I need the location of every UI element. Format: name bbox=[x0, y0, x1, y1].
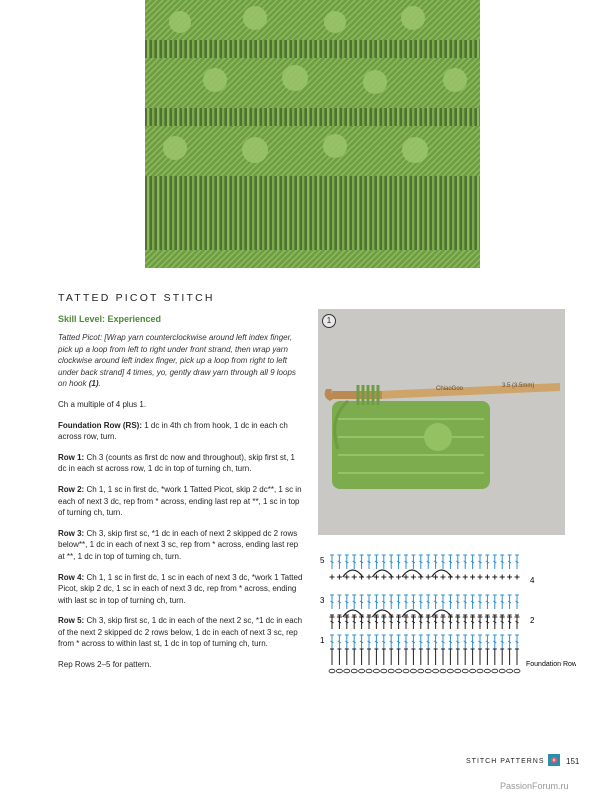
pattern-title: TATTED PICOT STITCH bbox=[58, 292, 215, 304]
row-label: Foundation Row (RS): bbox=[58, 420, 142, 430]
chain-stitch-symbol bbox=[499, 669, 505, 673]
repeat-instruction: Rep Rows 2–5 for pattern. bbox=[58, 660, 152, 670]
tatted-picot-symbol bbox=[432, 570, 452, 577]
chain-stitch-symbol bbox=[447, 669, 453, 673]
swatch-photo bbox=[145, 0, 480, 268]
step-photo-image bbox=[318, 309, 565, 535]
row-instruction bbox=[58, 615, 303, 650]
row-text: Ch 3 (counts as first dc now and throughout), skip first st, 1 dc in each st across row, 1 dc in top of turning ch, turn. bbox=[58, 452, 295, 474]
chain-stitch-symbol bbox=[344, 669, 350, 673]
chain-stitch-symbol bbox=[359, 669, 365, 673]
tatted-picot-symbol bbox=[372, 570, 392, 577]
tatted-picot-symbol bbox=[372, 610, 392, 617]
chain-stitch-symbol bbox=[470, 669, 476, 673]
row-label: Row 5: bbox=[58, 616, 85, 626]
chain-stitch-symbol bbox=[507, 669, 513, 673]
chain-stitch-symbol bbox=[396, 669, 402, 673]
instructions-column bbox=[58, 292, 303, 680]
row-instruction bbox=[58, 420, 303, 443]
flower-icon bbox=[548, 754, 560, 766]
row-text: Ch 3, skip first sc, *1 dc in each of next 2 skipped dc 2 rows below**, 1 dc in each of next 3 sc, rep from * across, ending last rep at **, 1 dc in top of turning ch, turn. bbox=[58, 528, 299, 561]
chain-stitch-symbol bbox=[484, 669, 490, 673]
tatted-picot-symbol bbox=[402, 570, 422, 577]
row-text: Ch 3, skip first sc, 1 dc in each of the next 2 sc, *1 dc in each of the next 2 skipped dc 2 rows below, 1 dc in each of next 3 sc, rep from * across to within last st, 1 dc in top of turning ch, turn. bbox=[58, 616, 303, 649]
chain-stitch-symbol bbox=[492, 669, 498, 673]
swatch-image bbox=[145, 0, 480, 268]
row-label: Row 4: bbox=[58, 572, 85, 582]
chain-stitch-symbol bbox=[373, 669, 379, 673]
skill-level: Skill Level: Experienced bbox=[58, 314, 162, 324]
step-photo bbox=[318, 309, 565, 535]
tatted-picot-symbol bbox=[432, 610, 452, 617]
row-instruction bbox=[58, 528, 303, 563]
chain-stitch-symbol bbox=[477, 669, 483, 673]
stitch-chart-svg bbox=[316, 545, 576, 690]
chain-stitch-symbol bbox=[514, 669, 520, 673]
stitch-diagram bbox=[316, 545, 576, 690]
page-number: 151 bbox=[566, 757, 580, 766]
row-instruction bbox=[58, 452, 303, 475]
chain-stitch-symbol bbox=[440, 669, 446, 673]
tatted-picot-definition: Tatted Picot: [Wrap yarn counterclockwise around left index finger, pick up a loop from left to right under front strand, then wrap yarn clockwise around left index finger, pick up a loop from right to left under back strand] 4 times, yo, gently draw yarn through all 9 loops on hook (1). bbox=[58, 333, 296, 389]
foundation-row-label: Foundation Row bbox=[526, 661, 576, 668]
row-text: Ch 1, 1 sc in first dc, *work 1 Tatted Picot, skip 2 dc**, 1 sc in each of next 3 dc, rep from * across, ending last rep at **, 1 sc in top of turning ch, turn. bbox=[58, 484, 302, 518]
row-label: Row 3: bbox=[58, 528, 85, 538]
row-instruction bbox=[58, 572, 303, 607]
tatted-picot-symbol bbox=[343, 570, 363, 577]
chain-stitch-symbol bbox=[329, 669, 335, 673]
row-number-1: 1 bbox=[320, 636, 325, 645]
chain-stitch-symbol bbox=[366, 669, 372, 673]
chain-stitch-symbol bbox=[351, 669, 357, 673]
row-number-3: 3 bbox=[320, 596, 325, 605]
row-instructions bbox=[58, 420, 303, 651]
tatted-picot-symbol bbox=[343, 610, 363, 617]
chain-stitch-symbol bbox=[403, 669, 409, 673]
chain-stitch-symbol bbox=[336, 669, 342, 673]
row-number-5: 5 bbox=[320, 556, 325, 565]
chain-stitch-symbol bbox=[418, 669, 424, 673]
chain-stitch-symbol bbox=[455, 669, 461, 673]
row-number-4: 4 bbox=[530, 576, 535, 585]
tatted-picot-symbol bbox=[402, 610, 422, 617]
row-number-2: 2 bbox=[530, 616, 535, 625]
watermark: PassionForum.ru bbox=[500, 781, 569, 791]
footer-section: STITCH PATTERNS bbox=[466, 758, 545, 765]
chain-stitch-symbol bbox=[381, 669, 387, 673]
chain-stitch-symbol bbox=[388, 669, 394, 673]
row-text: 1 dc in 4th ch from hook, 1 dc in each ch across row, turn. bbox=[58, 420, 288, 442]
chain-stitch-symbol bbox=[410, 669, 416, 673]
chain-stitch-symbol bbox=[425, 669, 431, 673]
step-number-badge: 1 bbox=[322, 314, 336, 328]
hook-brand-text: ChiaoGoo bbox=[436, 386, 464, 392]
row-instruction bbox=[58, 484, 303, 519]
definition-ref: (1) bbox=[88, 379, 99, 389]
chain-multiple: Ch a multiple of 4 plus 1. bbox=[58, 399, 147, 409]
definition-text: Tatted Picot: [Wrap yarn counterclockwise around left index finger, pick up a loop from left to right under front strand, then wrap yarn clockwise around left index finger, pick up a loop from right to left under back strand] 4 times, yo, gently draw yarn through all 9 loops on hook bbox=[58, 333, 296, 389]
chain-stitch-symbol bbox=[433, 669, 439, 673]
chain-stitch-symbol bbox=[462, 669, 468, 673]
hook-size-text: 3.5 (3.5mm) bbox=[502, 383, 535, 389]
row-label: Row 2: bbox=[58, 484, 85, 494]
row-text: Ch 1, 1 sc in first dc, 1 sc in each of next 3 dc, *work 1 Tatted Picot, skip 2 dc, 1 sc in each of next 3 dc, rep from * across, ending with last sc in top of turning ch, turn. bbox=[58, 572, 303, 605]
row-label: Row 1: bbox=[58, 452, 85, 462]
